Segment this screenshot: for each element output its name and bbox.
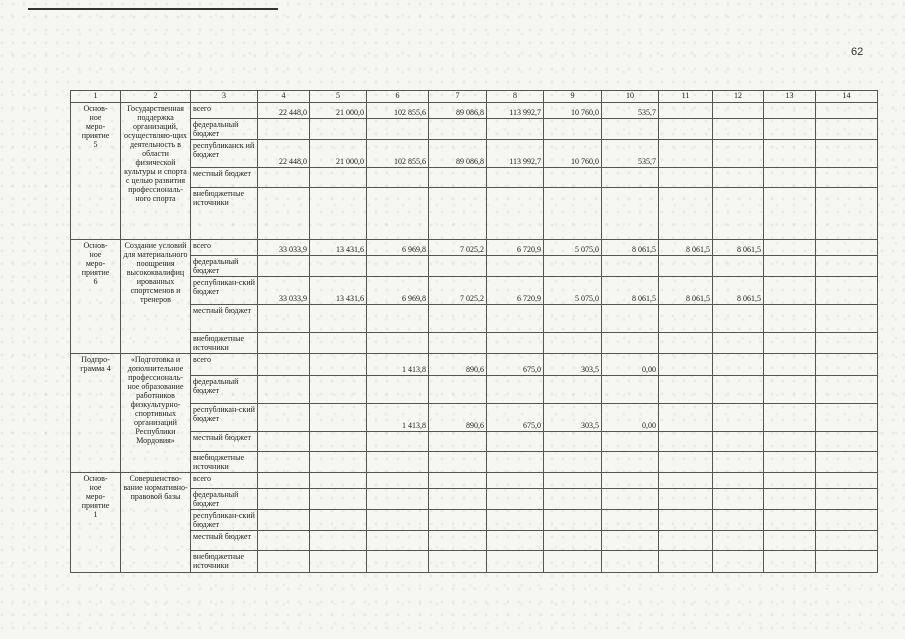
value-cell: 6 720,9 xyxy=(487,277,544,305)
value-cell: 21 000,0 xyxy=(310,103,367,119)
value-cell xyxy=(367,452,429,473)
value-cell xyxy=(487,489,544,510)
table-row xyxy=(71,404,878,432)
value-cell xyxy=(764,333,816,354)
value-cell: 8 061,5 xyxy=(713,277,764,305)
value-cell xyxy=(544,473,602,489)
value-cell: 113 992,7 xyxy=(487,140,544,168)
value-cell xyxy=(258,119,310,140)
value-cell xyxy=(713,119,764,140)
table-row xyxy=(71,140,878,168)
table-row xyxy=(71,305,878,333)
table-row xyxy=(71,551,878,573)
value-cell xyxy=(602,531,659,551)
value-cell: 8 061,5 xyxy=(602,240,659,256)
value-cell xyxy=(659,168,713,188)
value-cell xyxy=(602,551,659,573)
table-row xyxy=(71,376,878,404)
value-cell xyxy=(258,510,310,531)
value-cell xyxy=(544,333,602,354)
value-cell xyxy=(367,119,429,140)
value-cell xyxy=(367,168,429,188)
value-cell xyxy=(764,489,816,510)
value-cell xyxy=(310,510,367,531)
value-cell xyxy=(310,489,367,510)
value-cell xyxy=(816,103,878,119)
value-cell: 6 969,8 xyxy=(367,277,429,305)
value-cell: 8 061,5 xyxy=(602,277,659,305)
value-cell xyxy=(816,354,878,376)
value-cell: 102 855,6 xyxy=(367,140,429,168)
value-cell xyxy=(659,404,713,432)
value-cell xyxy=(713,305,764,333)
value-cell xyxy=(659,305,713,333)
value-cell xyxy=(544,188,602,240)
value-cell xyxy=(764,256,816,277)
value-cell xyxy=(713,473,764,489)
source-label-cell: республиканск ий бюджет xyxy=(191,140,258,168)
value-cell xyxy=(367,489,429,510)
value-cell xyxy=(310,473,367,489)
header-cell: 5 xyxy=(310,91,367,103)
value-cell xyxy=(310,305,367,333)
value-cell: 890,6 xyxy=(429,354,487,376)
value-cell xyxy=(310,188,367,240)
value-cell: 6 720,9 xyxy=(487,240,544,256)
value-cell xyxy=(258,489,310,510)
header-cell: 8 xyxy=(487,91,544,103)
value-cell: 10 760,0 xyxy=(544,103,602,119)
value-cell xyxy=(713,452,764,473)
value-cell xyxy=(764,168,816,188)
value-cell xyxy=(659,188,713,240)
value-cell xyxy=(764,531,816,551)
value-cell xyxy=(429,256,487,277)
value-cell xyxy=(659,354,713,376)
value-cell xyxy=(310,404,367,432)
value-cell: 5 075,0 xyxy=(544,240,602,256)
value-cell xyxy=(258,256,310,277)
header-row xyxy=(71,91,878,103)
value-cell xyxy=(544,531,602,551)
group-name-cell: Подпро- грамма 4 xyxy=(71,354,121,473)
value-cell xyxy=(764,119,816,140)
value-cell xyxy=(429,168,487,188)
source-label-cell: федеральный бюджет xyxy=(191,376,258,404)
value-cell xyxy=(487,376,544,404)
value-cell: 8 061,5 xyxy=(659,240,713,256)
value-cell xyxy=(544,489,602,510)
value-cell xyxy=(367,376,429,404)
value-cell xyxy=(487,333,544,354)
value-cell xyxy=(713,103,764,119)
value-cell xyxy=(602,432,659,452)
value-cell xyxy=(764,188,816,240)
value-cell xyxy=(659,473,713,489)
value-cell: 0,00 xyxy=(602,354,659,376)
value-cell xyxy=(659,489,713,510)
value-cell xyxy=(429,188,487,240)
value-cell xyxy=(764,376,816,404)
source-label-cell: внебюджетные источники xyxy=(191,333,258,354)
value-cell xyxy=(713,510,764,531)
value-cell xyxy=(367,510,429,531)
value-cell: 5 075,0 xyxy=(544,277,602,305)
value-cell xyxy=(258,354,310,376)
value-cell xyxy=(764,354,816,376)
header-cell: 6 xyxy=(367,91,429,103)
value-cell xyxy=(487,119,544,140)
source-label-cell: местный бюджет xyxy=(191,168,258,188)
value-cell xyxy=(544,119,602,140)
value-cell xyxy=(713,354,764,376)
value-cell xyxy=(544,305,602,333)
value-cell xyxy=(429,473,487,489)
value-cell xyxy=(310,376,367,404)
group-description-cell: Государственная поддержка организаций, осуществляю-щих деятельность в области физической культуры и спорта с целью развития профессиональ-ного спорта xyxy=(121,103,191,240)
value-cell xyxy=(816,432,878,452)
value-cell xyxy=(816,473,878,489)
value-cell xyxy=(816,168,878,188)
value-cell xyxy=(816,140,878,168)
value-cell xyxy=(659,432,713,452)
value-cell xyxy=(544,432,602,452)
value-cell xyxy=(258,333,310,354)
value-cell xyxy=(310,551,367,573)
source-label-cell: всего xyxy=(191,354,258,376)
table-row xyxy=(71,473,878,489)
value-cell xyxy=(764,432,816,452)
header-cell: 1 xyxy=(71,91,121,103)
value-cell xyxy=(764,240,816,256)
value-cell xyxy=(602,305,659,333)
value-cell xyxy=(367,333,429,354)
value-cell: 102 855,6 xyxy=(367,103,429,119)
value-cell xyxy=(429,551,487,573)
value-cell xyxy=(713,551,764,573)
value-cell xyxy=(713,168,764,188)
value-cell xyxy=(258,168,310,188)
table-row xyxy=(71,510,878,531)
value-cell: 535,7 xyxy=(602,140,659,168)
value-cell xyxy=(816,551,878,573)
value-cell xyxy=(367,551,429,573)
page-number: 62 xyxy=(851,46,864,58)
value-cell xyxy=(764,452,816,473)
group-description-cell: «Подготовка и дополнительное профессиональ-ное образование работников физкультурно-спортивных организаций Республики Мордовия» xyxy=(121,354,191,473)
value-cell: 8 061,5 xyxy=(713,240,764,256)
source-label-cell: федеральный бюджет xyxy=(191,489,258,510)
value-cell xyxy=(367,305,429,333)
value-cell xyxy=(310,531,367,551)
table-row xyxy=(71,354,878,376)
top-rule xyxy=(28,8,278,10)
value-cell xyxy=(602,119,659,140)
value-cell xyxy=(310,119,367,140)
table-row xyxy=(71,256,878,277)
value-cell xyxy=(429,452,487,473)
value-cell xyxy=(544,256,602,277)
value-cell xyxy=(310,432,367,452)
value-cell xyxy=(816,531,878,551)
value-cell xyxy=(602,168,659,188)
table-row xyxy=(71,103,878,119)
value-cell xyxy=(713,489,764,510)
value-cell xyxy=(713,333,764,354)
value-cell: 89 086,8 xyxy=(429,140,487,168)
value-cell xyxy=(764,103,816,119)
value-cell: 303,5 xyxy=(544,404,602,432)
value-cell xyxy=(602,256,659,277)
value-cell xyxy=(713,404,764,432)
source-label-cell: всего xyxy=(191,473,258,489)
value-cell xyxy=(816,333,878,354)
value-cell xyxy=(310,168,367,188)
table-row xyxy=(71,489,878,510)
table-row xyxy=(71,188,878,240)
value-cell xyxy=(713,256,764,277)
value-cell: 7 025,2 xyxy=(429,240,487,256)
value-cell: 33 033,9 xyxy=(258,277,310,305)
value-cell xyxy=(258,188,310,240)
source-label-cell: внебюджетные источники xyxy=(191,452,258,473)
value-cell: 21 000,0 xyxy=(310,140,367,168)
value-cell xyxy=(258,376,310,404)
group-name-cell: Основ- ное меро- приятие 5 xyxy=(71,103,121,240)
value-cell xyxy=(713,140,764,168)
value-cell: 33 033,9 xyxy=(258,240,310,256)
value-cell xyxy=(310,333,367,354)
value-cell: 8 061,5 xyxy=(659,277,713,305)
budget-table xyxy=(70,90,878,573)
value-cell xyxy=(487,531,544,551)
value-cell xyxy=(310,256,367,277)
value-cell xyxy=(487,305,544,333)
value-cell xyxy=(429,531,487,551)
value-cell: 22 448,0 xyxy=(258,140,310,168)
value-cell xyxy=(429,119,487,140)
value-cell xyxy=(544,551,602,573)
value-cell xyxy=(659,119,713,140)
value-cell xyxy=(258,432,310,452)
value-cell xyxy=(764,277,816,305)
header-cell: 11 xyxy=(659,91,713,103)
value-cell xyxy=(602,489,659,510)
source-label-cell: местный бюджет xyxy=(191,531,258,551)
table-row xyxy=(71,277,878,305)
value-cell xyxy=(713,376,764,404)
value-cell xyxy=(659,376,713,404)
value-cell: 1 413,8 xyxy=(367,404,429,432)
value-cell xyxy=(816,404,878,432)
value-cell xyxy=(816,510,878,531)
group-name-cell: Основ- ное меро- приятие 1 xyxy=(71,473,121,573)
table-row xyxy=(71,333,878,354)
value-cell xyxy=(659,551,713,573)
value-cell xyxy=(816,277,878,305)
value-cell xyxy=(487,452,544,473)
table-row xyxy=(71,240,878,256)
value-cell xyxy=(816,376,878,404)
table-row xyxy=(71,432,878,452)
header-cell: 9 xyxy=(544,91,602,103)
value-cell xyxy=(544,168,602,188)
value-cell xyxy=(764,404,816,432)
value-cell xyxy=(602,473,659,489)
value-cell xyxy=(659,256,713,277)
value-cell xyxy=(659,103,713,119)
value-cell xyxy=(816,240,878,256)
value-cell xyxy=(429,510,487,531)
value-cell: 890,6 xyxy=(429,404,487,432)
value-cell xyxy=(659,531,713,551)
header-cell: 14 xyxy=(816,91,878,103)
source-label-cell: местный бюджет xyxy=(191,432,258,452)
value-cell xyxy=(764,551,816,573)
table-row xyxy=(71,531,878,551)
value-cell xyxy=(816,489,878,510)
group-description-cell: Совершенство-вание нормативно-правовой базы xyxy=(121,473,191,573)
header-cell: 4 xyxy=(258,91,310,103)
value-cell: 535,7 xyxy=(602,103,659,119)
value-cell xyxy=(258,551,310,573)
table-row xyxy=(71,119,878,140)
value-cell xyxy=(602,452,659,473)
value-cell xyxy=(659,452,713,473)
value-cell: 303,5 xyxy=(544,354,602,376)
source-label-cell: внебюджетные источники xyxy=(191,188,258,240)
header-cell: 3 xyxy=(191,91,258,103)
source-label-cell: республикан-ский бюджет xyxy=(191,277,258,305)
value-cell xyxy=(764,510,816,531)
value-cell xyxy=(816,188,878,240)
value-cell xyxy=(258,404,310,432)
value-cell xyxy=(713,531,764,551)
value-cell xyxy=(487,256,544,277)
source-label-cell: всего xyxy=(191,103,258,119)
value-cell xyxy=(429,376,487,404)
group-description-cell: Создание условий для материального поощрения высококвалифиц ированных спортсменов и тренеров xyxy=(121,240,191,354)
header-cell: 10 xyxy=(602,91,659,103)
value-cell: 675,0 xyxy=(487,354,544,376)
value-cell xyxy=(544,510,602,531)
value-cell: 13 431,6 xyxy=(310,240,367,256)
value-cell xyxy=(602,376,659,404)
value-cell xyxy=(310,452,367,473)
value-cell: 6 969,8 xyxy=(367,240,429,256)
value-cell xyxy=(367,473,429,489)
source-label-cell: республикан-ский бюджет xyxy=(191,510,258,531)
value-cell xyxy=(429,432,487,452)
value-cell xyxy=(487,473,544,489)
value-cell xyxy=(487,168,544,188)
value-cell: 7 025,2 xyxy=(429,277,487,305)
value-cell xyxy=(659,140,713,168)
value-cell xyxy=(659,333,713,354)
table-row xyxy=(71,452,878,473)
value-cell: 10 760,0 xyxy=(544,140,602,168)
value-cell: 0,00 xyxy=(602,404,659,432)
value-cell xyxy=(310,354,367,376)
value-cell xyxy=(429,305,487,333)
value-cell xyxy=(487,510,544,531)
value-cell xyxy=(544,452,602,473)
value-cell xyxy=(659,510,713,531)
value-cell xyxy=(816,305,878,333)
value-cell xyxy=(602,333,659,354)
source-label-cell: федеральный бюджет xyxy=(191,119,258,140)
header-cell: 12 xyxy=(713,91,764,103)
value-cell xyxy=(816,452,878,473)
value-cell xyxy=(816,119,878,140)
group-name-cell: Основ- ное меро- приятие 6 xyxy=(71,240,121,354)
value-cell xyxy=(258,452,310,473)
value-cell: 113 992,7 xyxy=(487,103,544,119)
value-cell: 675,0 xyxy=(487,404,544,432)
table-row xyxy=(71,168,878,188)
value-cell xyxy=(258,531,310,551)
value-cell xyxy=(258,473,310,489)
value-cell xyxy=(258,305,310,333)
value-cell xyxy=(713,188,764,240)
value-cell xyxy=(429,333,487,354)
value-cell: 22 448,0 xyxy=(258,103,310,119)
value-cell xyxy=(367,188,429,240)
header-cell: 13 xyxy=(764,91,816,103)
value-cell xyxy=(544,376,602,404)
value-cell xyxy=(602,510,659,531)
value-cell xyxy=(367,256,429,277)
value-cell xyxy=(487,551,544,573)
value-cell xyxy=(487,188,544,240)
header-cell: 7 xyxy=(429,91,487,103)
value-cell xyxy=(764,140,816,168)
value-cell xyxy=(367,432,429,452)
value-cell: 1 413,8 xyxy=(367,354,429,376)
value-cell xyxy=(764,305,816,333)
value-cell xyxy=(713,432,764,452)
header-cell: 2 xyxy=(121,91,191,103)
value-cell: 89 086,8 xyxy=(429,103,487,119)
source-label-cell: всего xyxy=(191,240,258,256)
source-label-cell: федеральный бюджет xyxy=(191,256,258,277)
source-label-cell: местный бюджет xyxy=(191,305,258,333)
source-label-cell: республикан-ский бюджет xyxy=(191,404,258,432)
value-cell xyxy=(487,432,544,452)
value-cell: 13 431,6 xyxy=(310,277,367,305)
source-label-cell: внебюджетные источники xyxy=(191,551,258,573)
value-cell xyxy=(602,188,659,240)
value-cell xyxy=(764,473,816,489)
value-cell xyxy=(816,256,878,277)
value-cell xyxy=(429,489,487,510)
value-cell xyxy=(367,531,429,551)
